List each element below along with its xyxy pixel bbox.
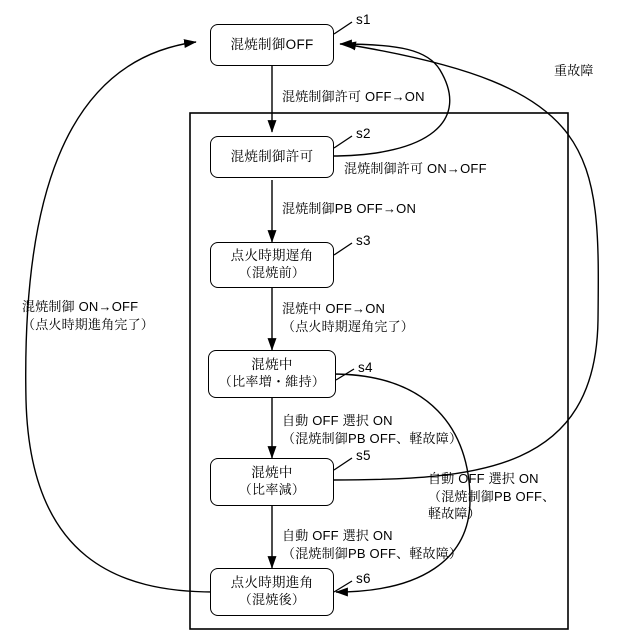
transition-label-auto-off-select-on-a: 自動 OFF 選択 ON （混焼制御PB OFF、軽故障） bbox=[282, 413, 463, 446]
state-tag-s5: s5 bbox=[356, 448, 371, 463]
state-label-line1: 混焼制御OFF bbox=[230, 36, 314, 52]
state-tag-s4: s4 bbox=[358, 360, 373, 375]
state-tag-s1: s1 bbox=[356, 12, 371, 27]
transition-label-allow-on-to-off: 混焼制御許可 ON→OFF bbox=[344, 161, 487, 176]
transition-label-allow-off-to-on: 混焼制御許可 OFF→ON bbox=[282, 89, 425, 104]
state-node-s1[interactable] bbox=[210, 24, 334, 66]
state-label-line2: （混焼前） bbox=[238, 265, 306, 281]
state-node-s6[interactable] bbox=[210, 568, 334, 616]
state-label-line1: 混焼制御許可 bbox=[230, 148, 314, 164]
transition-label-control-on-to-off: 混焼制御 ON→OFF （点火時期進角完了） bbox=[22, 299, 155, 332]
state-node-s2[interactable] bbox=[210, 136, 334, 178]
state-tag-s2: s2 bbox=[356, 126, 371, 141]
transition-label-cofire-off-to-on: 混焼中 OFF→ON （点火時期遅角完了） bbox=[282, 301, 415, 334]
state-label-line1: 点火時期進角 bbox=[230, 575, 314, 591]
transition-label-heavy-fault: 重故障 bbox=[554, 63, 594, 78]
state-label-line2: （混焼後） bbox=[238, 592, 306, 608]
transition-label-pb-off-to-on: 混焼制御PB OFF→ON bbox=[282, 201, 417, 216]
state-label-line2: （比率減） bbox=[238, 482, 306, 498]
transition-label-auto-off-select-on-b: 自動 OFF 選択 ON （混焼制御PB OFF、 軽故障） bbox=[428, 471, 556, 522]
state-node-s3[interactable] bbox=[210, 242, 334, 288]
state-label-line2: （比率増・維持） bbox=[218, 374, 326, 390]
state-label-line1: 混焼中 bbox=[251, 465, 293, 481]
state-tag-s3: s3 bbox=[356, 233, 371, 248]
state-node-s4[interactable] bbox=[208, 350, 336, 398]
state-label-line1: 点火時期遅角 bbox=[230, 248, 314, 264]
transition-label-auto-off-select-on-c: 自動 OFF 選択 ON （混焼制御PB OFF、軽故障） bbox=[282, 528, 463, 561]
state-node-s5[interactable] bbox=[210, 458, 334, 506]
state-label-line1: 混焼中 bbox=[251, 357, 293, 373]
state-tag-s6: s6 bbox=[356, 571, 371, 586]
